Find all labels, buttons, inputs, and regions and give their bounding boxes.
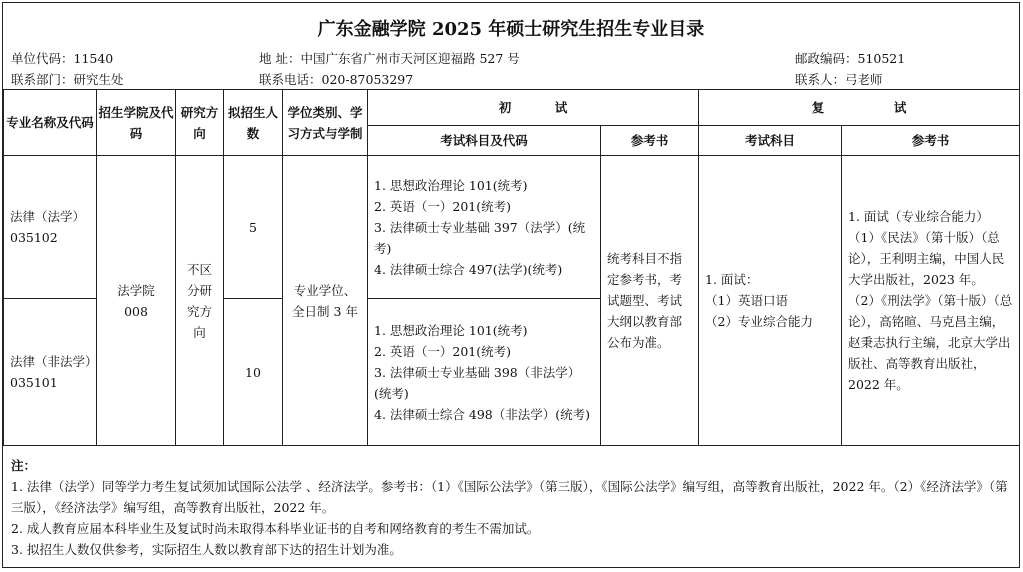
header-degree: 学位类别、学习方式与学制 [283,90,368,156]
major-cell: 法律（非法学）035101 [4,299,97,446]
header-ref-books: 参考书 [601,126,699,156]
note-item: 2. 成人教育应届本科毕业生及复试时尚未取得本科毕业证书的自考和网络教育的考生不需加试。 [11,521,540,536]
subject-item: 4. 法律硕士综合 497(法学)(统考) [374,261,563,277]
retest-ref-item: 1. 面试（专业综合能力） [848,209,989,224]
page-title: 广东金融学院 2025 年硕士研究生招生专业目录 [317,19,705,40]
subject-item: 1. 思想政治理论 101(统考) [374,322,528,338]
retest-ref-item: （2）《刑法学》（第十版）（总论），高铭暄、马克昌主编，赵秉志执行主编，北京大学出版社、高等教育出版社，2022 年。 [848,293,1013,392]
exam-subjects-cell [368,156,601,299]
address: 地 址：中国广东省广州市天河区迎福路 527 号 [259,51,520,66]
retest-subject-item: （2）专业综合能力 [705,314,813,329]
header-retest-ref: 参考书 [842,126,1020,156]
subject-item: 3. 法律硕士专业基础 397（法学）(统考) [374,219,586,256]
header-retest: 复 试 [699,90,1020,126]
header-exam-subjects: 考试科目及代码 [368,126,601,156]
college-cell: 法学院 008 [97,156,176,446]
subject-item: 2. 英语（一）201(统考) [374,198,512,214]
initial-ref-cell: 统考科目不指定参考书，考试题型、考试大纲以教育部公布为准。 [601,156,699,446]
degree-cell: 专业学位、全日制 3 年 [283,156,368,446]
notes-title: 注： [11,458,37,473]
contact-phone: 联系电话：020-87053297 [259,72,414,87]
exam-subjects-cell [368,299,601,446]
header-major: 专业名称及代码 [4,90,97,156]
header-direction: 研究方向 [176,90,224,156]
retest-ref-cell [842,156,1020,446]
contact-department: 联系部门：研究生处 [11,72,124,87]
note-item: 3. 拟招生人数仅供参考，实际招生人数以教育部下达的招生计划为准。 [11,542,402,557]
major-cell: 法律（法学） 035102 [4,156,97,299]
quota-cell: 10 [224,299,283,446]
subject-item: 1. 思想政治理论 101(统考) [374,177,528,193]
catalog-page [2,2,1020,568]
header-initial-exam: 初 试 [368,90,699,126]
subject-item: 2. 英语（一）201(统考) [374,343,512,359]
retest-subject-item: （1）英语口语 [705,293,788,308]
note-item: 1. 法律（法学）同等学力考生复试须加试国际公法学 、经济法学。参考书：（1）《国际公法学》（第三版），《国际公法学》编写组，高等教育出版社，2022 年。（2）《经济法学》（第三版），《经济法学》编写组，高等教育出版社，2022 年。 [11,479,1008,515]
retest-ref-item: （1）《民法》（第十版）（总论），王利明主编，中国人民大学出版社，2023 年。 [848,230,1005,287]
postcode: 邮政编码：510521 [795,51,906,66]
quota-cell: 5 [224,156,283,299]
unit-code: 单位代码：11540 [11,51,114,66]
retest-subject-item: 1. 面试： [705,272,759,287]
direction-cell: 不区分研究方向 [176,156,224,446]
catalog-table [3,89,1020,446]
header-quota: 拟招生人数 [224,90,283,156]
header-retest-subjects: 考试科目 [699,126,842,156]
subject-item: 3. 法律硕士专业基础 398（非法学）(统考) [374,364,581,401]
notes-section [11,455,1013,560]
subject-item: 4. 法律硕士综合 498（非法学）(统考) [374,406,590,422]
header-college: 招生学院及代码 [97,90,176,156]
retest-subjects-cell [699,156,842,446]
contact-person: 联系人：弓老师 [795,72,883,87]
